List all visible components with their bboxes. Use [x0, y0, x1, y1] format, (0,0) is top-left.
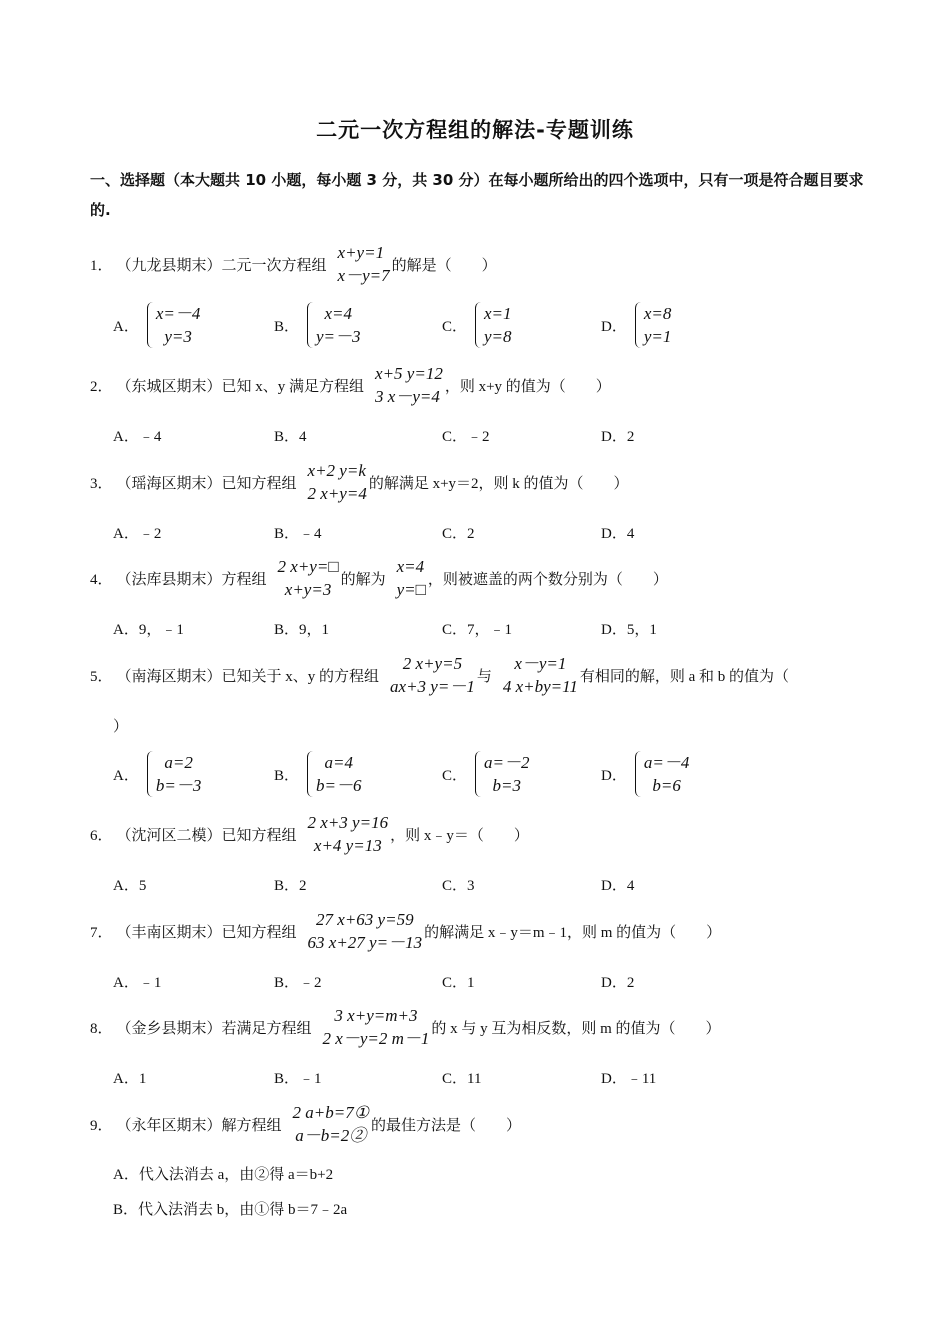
section-heading: 一、选择题（本大题共 10 小题，每小题 3 分，共 30 分）在每小题所给出的四个选项中，只有一项是符合题目要求的.	[90, 171, 864, 219]
option-c[interactable]: C．3	[442, 877, 475, 894]
equation: b=3	[492, 776, 521, 795]
option-d[interactable]	[601, 748, 691, 800]
equation: b=－3	[155, 776, 202, 795]
option-d[interactable]: D．2	[601, 974, 635, 991]
equation: 2 x－y=2 m－1	[322, 1029, 430, 1048]
equation-system	[299, 908, 423, 954]
question-number: 4．	[90, 571, 113, 588]
equation: y=8	[484, 327, 512, 346]
option-label: A．	[113, 767, 139, 784]
equation: b=－6	[316, 776, 362, 795]
equation: x=4	[396, 557, 425, 576]
question-number: 1．	[90, 257, 113, 274]
equation: y=□	[396, 580, 426, 599]
question-3	[90, 456, 629, 508]
equation: x－y=7	[337, 266, 390, 285]
option-b[interactable]: B．4	[274, 428, 307, 445]
option-label: D．	[601, 767, 627, 784]
question-1	[90, 238, 497, 290]
option-b[interactable]: B．﹣1	[274, 1070, 322, 1087]
option-b[interactable]: B．2	[274, 877, 307, 894]
equation: 3 x+y=m+3	[334, 1006, 418, 1025]
equation: b=6	[652, 776, 681, 795]
question-number: 2．	[90, 378, 113, 395]
option-a[interactable]: A．1	[113, 1070, 147, 1087]
option-c[interactable]: C．7，﹣1	[442, 621, 513, 638]
question-text: 有相同的解，则 a 和 b 的值为（	[579, 668, 790, 685]
question-5-continuation: ）	[113, 718, 129, 735]
equation: 2 x+y=5	[402, 654, 463, 673]
option-c[interactable]: C．11	[442, 1070, 482, 1087]
option-a[interactable]: A．﹣2	[113, 525, 162, 542]
option-label: C．	[442, 318, 468, 335]
question-number: 3．	[90, 475, 113, 492]
question-text: 与	[476, 668, 492, 685]
option-b[interactable]: B．9，1	[274, 621, 330, 638]
question-number: 6．	[90, 827, 113, 844]
option-d[interactable]: D．4	[601, 525, 635, 542]
question-text: （九龙县期末）二元一次方程组	[116, 257, 327, 274]
equation: ax+3 y=－1	[390, 677, 475, 696]
option-a[interactable]	[113, 299, 202, 351]
option-d[interactable]: D．2	[601, 428, 635, 445]
question-7	[90, 905, 721, 957]
question-text: （金乡县期末）若满足方程组	[116, 1020, 312, 1037]
option-d[interactable]: D．﹣11	[601, 1070, 657, 1087]
question-number: 5．	[90, 668, 113, 685]
question-text: （永年区期末）解方程组	[116, 1117, 282, 1134]
equation: 2 a+b=7①	[292, 1103, 369, 1122]
option-label: A．	[113, 318, 139, 335]
equation-system	[381, 652, 475, 698]
question-text: （东城区期末）已知 x、y 满足方程组	[116, 378, 365, 395]
equation: y=－3	[316, 327, 361, 346]
question-text: 的解是（ ）	[391, 257, 497, 274]
question-text: 的 x 与 y 互为相反数，则 m 的值为（ ）	[431, 1020, 721, 1037]
equation: 3 x－y=4	[375, 387, 440, 406]
equation: a－b=2②	[295, 1126, 367, 1145]
option-b[interactable]	[274, 748, 364, 800]
equation: x+5 y=12	[375, 364, 443, 383]
equation: 2 x+y=4	[307, 484, 367, 503]
equation: a=4	[324, 753, 353, 772]
question-text: 的解满足 x﹣y＝m﹣1，则 m 的值为（ ）	[424, 924, 722, 941]
question-text: 的解满足 x+y＝2，则 k 的值为（ ）	[368, 475, 629, 492]
equation: y=3	[164, 327, 192, 346]
equation-system	[388, 555, 426, 601]
equation-system	[366, 362, 443, 408]
question-number: 8．	[90, 1020, 113, 1037]
equation-system	[314, 1004, 430, 1050]
equation-system	[299, 459, 367, 505]
question-text: ，则 x﹣y＝（ ）	[390, 827, 529, 844]
question-text: （南海区期末）已知关于 x、y 的方程组	[116, 668, 380, 685]
option-d[interactable]	[601, 299, 673, 351]
equation-system	[299, 811, 389, 857]
equation: x+y=1	[337, 243, 385, 262]
equation-system	[284, 1101, 369, 1147]
question-text: （瑶海区期末）已知方程组	[116, 475, 297, 492]
equation: x=4	[324, 304, 353, 323]
option-d[interactable]: D．4	[601, 877, 635, 894]
equation: x=1	[484, 304, 512, 323]
option-label: B．	[274, 767, 300, 784]
question-text: （法库县期末）方程组	[116, 571, 267, 588]
option-c[interactable]: C．﹣2	[442, 428, 490, 445]
option-d[interactable]: D．5，1	[601, 621, 657, 638]
equation: x=8	[643, 304, 672, 323]
option-c[interactable]: C．2	[442, 525, 475, 542]
question-text: ，则 x+y 的值为（ ）	[444, 378, 611, 395]
question-text: （丰南区期末）已知方程组	[116, 924, 297, 941]
option-b[interactable]: B．﹣2	[274, 974, 322, 991]
equation: 27 x+63 y=59	[316, 910, 414, 929]
equation: y=1	[643, 327, 672, 346]
option-a[interactable]: A．9，﹣1	[113, 621, 184, 638]
equation: x－y=1	[514, 654, 567, 673]
option-b[interactable]: B．代入法消去 b，由①得 b＝7﹣2a	[113, 1201, 348, 1218]
option-b[interactable]	[274, 299, 363, 351]
question-4	[90, 552, 668, 604]
equation: a=－4	[643, 753, 690, 772]
page-title: 二元一次方程组的解法-专题训练	[316, 118, 634, 142]
equation: x+4 y=13	[313, 836, 382, 855]
equation: 63 x+27 y=－13	[307, 933, 423, 952]
equation: x=－4	[155, 304, 201, 323]
equation-system	[494, 652, 578, 698]
option-c[interactable]	[442, 748, 532, 800]
question-6	[90, 808, 529, 860]
equation: 4 x+by=11	[502, 677, 578, 696]
option-a[interactable]: A．﹣1	[113, 974, 162, 991]
option-a[interactable]: A．5	[113, 877, 147, 894]
question-5	[90, 649, 789, 701]
equation-system	[269, 555, 339, 601]
option-label: D．	[601, 318, 627, 335]
question-text: 的解为	[340, 571, 386, 588]
question-text: （沈河区二模）已知方程组	[116, 827, 297, 844]
option-label: C．	[442, 767, 468, 784]
equation: 2 x+y=□	[277, 557, 339, 576]
question-number: 7．	[90, 924, 113, 941]
equation: 2 x+3 y=16	[307, 813, 389, 832]
option-c[interactable]: C．1	[442, 974, 475, 991]
question-8	[90, 1001, 721, 1053]
question-text: 的最佳方法是（ ）	[370, 1117, 521, 1134]
equation: x+2 y=k	[307, 461, 366, 480]
option-b[interactable]: B．﹣4	[274, 525, 322, 542]
option-label: B．	[274, 318, 300, 335]
option-a[interactable]: A．代入法消去 a，由②得 a＝b+2	[113, 1166, 334, 1183]
question-number: 9．	[90, 1117, 113, 1134]
equation: x+y=3	[284, 580, 332, 599]
equation-system	[329, 241, 390, 287]
option-a[interactable]	[113, 748, 203, 800]
question-2	[90, 359, 611, 411]
equation: a=－2	[484, 753, 530, 772]
equation: a=2	[164, 753, 193, 772]
question-9	[90, 1098, 521, 1150]
option-c[interactable]	[442, 299, 514, 351]
option-a[interactable]: A．﹣4	[113, 428, 162, 445]
question-text: ，则被遮盖的两个数分别为（ ）	[427, 571, 668, 588]
